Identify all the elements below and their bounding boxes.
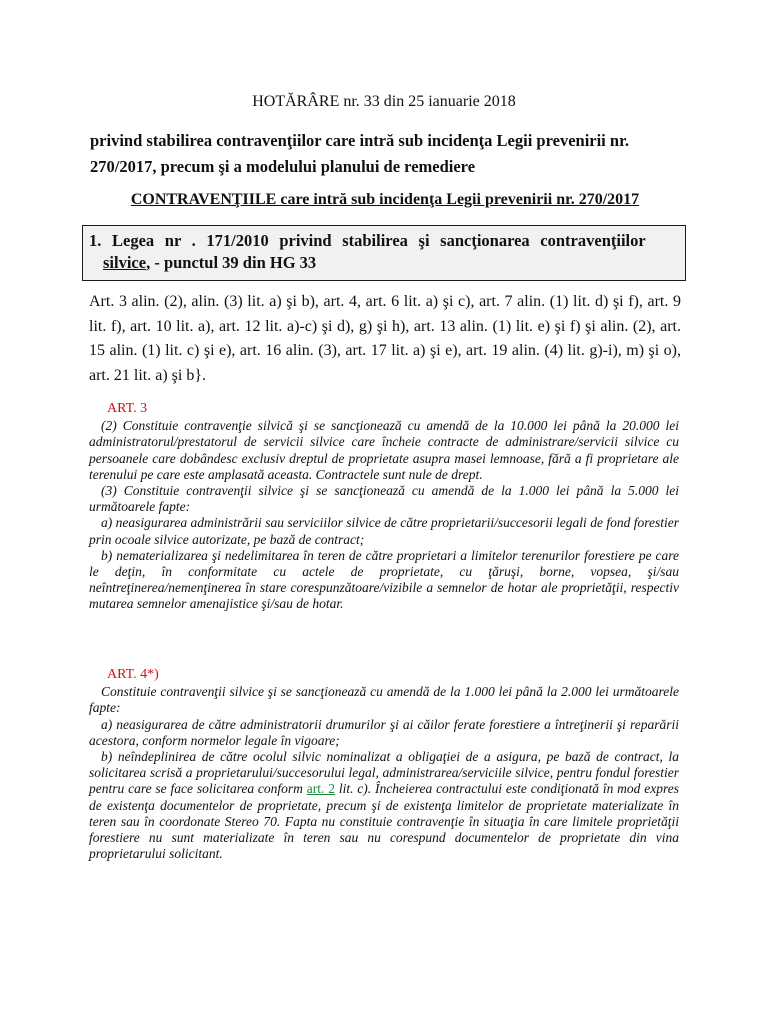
art3-paragraph-2: (2) Constituie contravenţie silvică şi se sancţionează cu amendă de la 10.000 lei până la 20.000 lei administratorul/prestatorul de servicii silvice care încheie contracte de administrare/servicii silvice cu persoanele care dobândesc exclusiv dreptul de proprietate asupra masei lemnoase, fără a fi proprietare ale terenului pe care este amplasată aceasta. Contractele sunt nule de drept. <box>89 418 679 482</box>
law-box-line-1: 1. Legea nr . 171/2010 privind stabilirea şi sancţionarea contravenţiilor <box>89 231 646 250</box>
law-box-underlined-word: silvice <box>103 253 147 272</box>
law-box-line-2 <box>89 252 680 274</box>
art4-item-b <box>89 749 679 862</box>
art3-link[interactable]: ART. 3 <box>107 401 148 416</box>
document-title: HOTĂRÂRE nr. 33 din 25 ianuarie 2018 <box>252 93 516 110</box>
art3-paragraph-3: (3) Constituie contravenţii silvice şi se sancţionează cu amendă de la 1.000 lei până la 5.000 lei următoarele fapte: <box>89 483 679 515</box>
art4-item-b-text-end: lit. c). Încheierea contractului este condiţionată în mod expres de existenţa documentelor de proprietate, precum şi de existenţa limitelor de proprietate materializate în teren sau în coordonate Stereo 70. Fapta nu constituie contravenţie în situaţia în care limitele proprietăţii forestiere nu sunt materializate în teren sau nu corespund documentelor de proprietate din vina proprietarului solicitant. <box>89 781 679 862</box>
art4-item-a: a) neasigurarea de către administratorii drumurilor şi ai căilor ferate forestiere a întreţinerii şi reparării acestora, conform normelor legale în vigoare; <box>89 716 679 748</box>
art3-item-a: a) neasigurarea administrării sau serviciilor silvice de către proprietarii/succesorii legali de fond forestier prin ocoale silvice autorizate, pe bază de contract; <box>89 515 679 547</box>
document-subtitle: privind stabilirea contravenţiilor care intră sub incidenţa Legii prevenirii nr. 270/2017, precum şi a modelului planului de remediere <box>90 131 630 176</box>
section-heading: CONTRAVENŢIILE care intră sub incidenţa Legii prevenirii nr. 270/2017 <box>130 191 640 208</box>
art3-section <box>89 401 679 613</box>
articles-list-paragraph: Art. 3 alin. (2), alin. (3) lit. a) şi b), art. 4, art. 6 lit. a) şi c), art. 7 alin. (1) lit. d) şi f), art. 9 lit. f), art. 10 lit. a), art. 12 lit. a)-c) şi d), g) şi h), art. 13 alin. (1) lit. e) şi f) şi alin. (2), art. 15 alin. (1) lit. c) şi e), art. 16 alin. (3), art. 17 lit. a) şi e), art. 19 alin. (4) lit. g)-i), m) şi o), art. 21 lit. a) şi b}. <box>89 293 681 384</box>
art4-intro: Constituie contravenţii silvice şi se sancţionează cu amendă de la 1.000 lei până la 2.000 lei următoarele fapte: <box>89 684 679 716</box>
art4-section <box>89 667 679 862</box>
art4-link[interactable]: ART. 4*) <box>107 667 159 682</box>
art3-item-b: b) nematerializarea şi nedelimitarea în teren de către proprietari a limitelor terenurilor forestiere pe care le deţin, în conformitate cu actele de proprietate, cu ţăruşi, borne, vopsea, şi/sau neîntreţinerea/nemenţinerea în stare corespunzătoare/vizibile a semnelor de hotar ale proprietăţii, respectiv mutarea semnelor amenajistice şi/sau de hotar. <box>89 547 679 612</box>
art2-inline-link[interactable]: art. 2 <box>306 781 335 797</box>
highlighted-law-box <box>82 225 686 281</box>
law-box-line-2-rest: , - punctul 39 din HG 33 <box>146 253 317 272</box>
art4-item-b-text-start: b) neîndeplinirea de către ocolul silvic nominalizat a obligaţiei de a asigura, pe bază de contract, la solicitarea scrisă a proprietarului/succesorului legal, administrarea/serviciile silvice, pentru fondul forestier pentru care se face solicitarea conform <box>89 749 679 797</box>
